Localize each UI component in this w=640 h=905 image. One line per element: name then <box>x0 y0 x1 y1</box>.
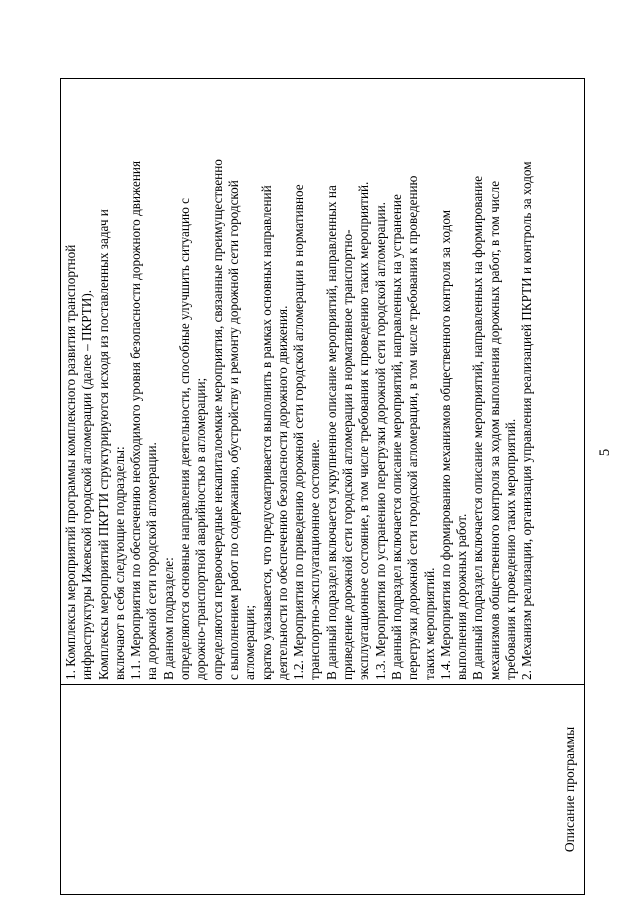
text-line: с выполнением работ по содержанию, обустройству и ремонту дорожной сети городской <box>225 180 241 680</box>
text-line: транспортно-эксплуатационное состояние. <box>307 439 323 680</box>
text-line: 1.2. Мероприятия по приведению дорожной сети городской агломерации в нормативное <box>291 184 307 680</box>
text-line: деятельности по обеспечению безопасности дорожного движения. <box>274 305 290 680</box>
description-table <box>60 78 585 895</box>
text-line: перегрузки дорожной сети городской агломерации, в том числе требования к проведению <box>405 175 421 680</box>
text-line: 1.1. Мероприятия по обеспечению необходимого уровня безопасности дорожного движения <box>128 160 144 680</box>
text-line: кратко указывается, что предусматривается выполнить в рамках основных направлений <box>258 185 274 680</box>
text-line: на дорожной сети городской агломерации. <box>144 442 160 680</box>
text-line: инфраструктуры Ижевской городской агломерации (далее – ПКРТИ). <box>79 289 95 680</box>
text-line: требования к проведению таких мероприятий. <box>503 418 519 680</box>
text-line: определяются первоочередные некапиталоемкие мероприятия, связанные преимущественно <box>209 159 225 680</box>
text-line: эксплуатационное состояние, в том числе требования к проведению таких мероприятий. <box>356 181 372 680</box>
text-line: Комплексы мероприятий ПКРТИ структурируются исходя из поставленных задач и <box>95 209 111 680</box>
text-line: дорожно-транспортной аварийностью в агломерации; <box>193 377 209 680</box>
text-line: 2. Механизм реализации, организация управления реализацией ПКРТИ и контроль за ходом <box>519 161 535 680</box>
table-label-cell <box>61 684 584 894</box>
text-line: В данный подраздел включается укрупненное описание мероприятий, направленных на <box>323 185 339 680</box>
text-line: В данный подраздел включается описание мероприятий, направленных на формирование <box>470 175 486 680</box>
text-line: В данном подразделе: <box>160 557 176 680</box>
text-line: включают в себя следующие подразделы: <box>111 446 127 680</box>
text-line: 1.4. Мероприятия по формированию механизмов общественного контроля за ходом <box>437 209 453 680</box>
text-line: таких мероприятий. <box>421 567 437 680</box>
text-line: выполнения дорожных работ. <box>454 513 470 680</box>
text-line: определяются основные направления деятельности, способные улучшить ситуацию с <box>177 197 193 680</box>
text-line: 1.3. Мероприятия по устранению перегрузки дорожной сети городской агломерации. <box>372 202 388 680</box>
table-content-cell <box>61 79 584 684</box>
text-line: приведение дорожной сети городской агломерации в нормативное транспортно- <box>340 229 356 680</box>
text-line: 1. Комплексы мероприятий программы комплексного развития транспортной <box>63 244 78 680</box>
text-line: агломерации; <box>242 605 258 680</box>
text-line: механизмов общественного контроля за ходом выполнения дорожных работ, в том числе <box>486 180 502 680</box>
row-label: Описание программы <box>562 726 577 853</box>
page-number: 5 <box>597 448 613 457</box>
text-line: В данный подраздел включается описание мероприятий, направленных на устранение <box>388 194 404 680</box>
